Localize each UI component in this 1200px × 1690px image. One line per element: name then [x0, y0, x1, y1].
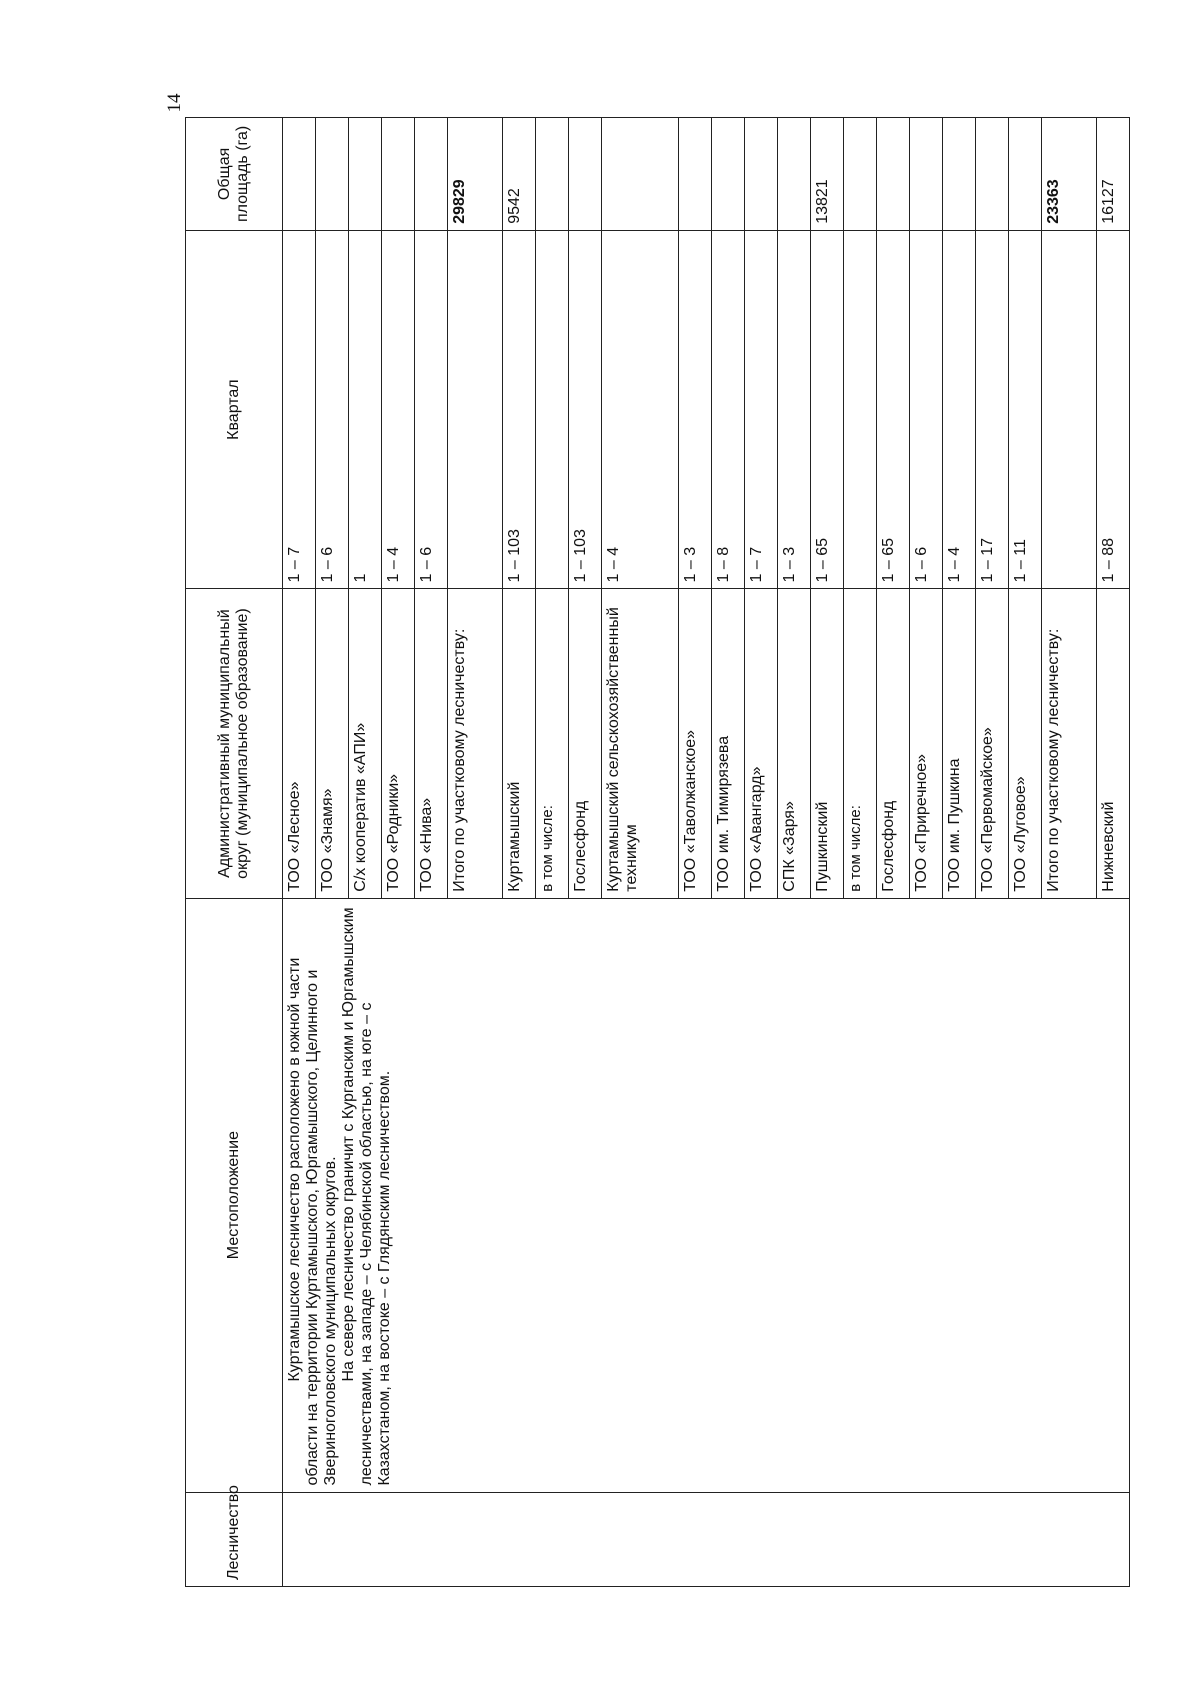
quarter-cell — [448, 230, 503, 589]
quarter-cell: 1 – 3 — [679, 230, 712, 589]
district-cell: ТОО «Таволжанское» — [679, 589, 712, 898]
location-paragraph: Куртамышское лесничество расположено в южной части области на территории Куртамышского, Юргамышского, Целинного и Звериноголовского муниципальных округов. — [286, 957, 339, 1486]
quarter-cell: 1 – 6 — [316, 230, 349, 589]
location-paragraph: На севере лесничество граничит с Курганским и Юргамышским лесничествами, на западе – с Челябинской областью, на юге – с Казахстаном, на востоке – с Глядянским лесничеством. — [340, 907, 393, 1486]
table-header-row — [186, 118, 283, 1587]
area-cell — [943, 118, 976, 231]
area-cell — [877, 118, 910, 231]
area-cell — [602, 118, 679, 231]
area-cell — [976, 118, 1009, 231]
area-cell — [316, 118, 349, 231]
district-cell: С/х кооператив «АПИ» — [349, 589, 382, 898]
page-number: 14 — [164, 93, 185, 113]
quarter-cell: 1 – 17 — [976, 230, 1009, 589]
quarter-cell: 1 – 103 — [503, 230, 536, 589]
quarter-cell: 1 – 4 — [943, 230, 976, 589]
area-cell: 9542 — [503, 118, 536, 231]
quarter-cell: 1 – 3 — [778, 230, 811, 589]
area-cell — [778, 118, 811, 231]
district-cell: ТОО «Знамя» — [316, 589, 349, 898]
forestry-table — [185, 117, 1130, 1587]
district-cell: ТОО «Луговое» — [1009, 589, 1042, 898]
area-cell — [679, 118, 712, 231]
table-body — [283, 118, 1130, 1587]
quarter-cell: 1 – 65 — [877, 230, 910, 589]
district-cell: ТОО «Лесное» — [283, 589, 316, 898]
quarter-cell: 1 – 6 — [415, 230, 448, 589]
quarter-cell: 1 – 7 — [745, 230, 778, 589]
location-cell — [283, 898, 1130, 1492]
area-cell — [844, 118, 877, 231]
quarter-cell: 1 – 7 — [283, 230, 316, 589]
district-cell: Итого по участковому лесничеству: — [448, 589, 503, 898]
area-cell — [415, 118, 448, 231]
district-cell: ТОО им. Тимирязева — [712, 589, 745, 898]
quarter-cell: 1 – 4 — [382, 230, 415, 589]
area-cell — [1009, 118, 1042, 231]
area-cell — [569, 118, 602, 231]
area-cell — [910, 118, 943, 231]
forestry-table-container — [185, 117, 1130, 1587]
district-cell: ТОО «Родники» — [382, 589, 415, 898]
header-quarter: Квартал — [186, 230, 283, 589]
forestry-cell — [283, 1492, 1130, 1586]
quarter-cell: 1 – 8 — [712, 230, 745, 589]
district-cell: ТОО «Авангард» — [745, 589, 778, 898]
quarter-cell: 1 – 6 — [910, 230, 943, 589]
area-cell — [283, 118, 316, 231]
table-row — [283, 118, 316, 1587]
district-cell: Пушкинский — [811, 589, 844, 898]
district-cell: Гослесфонд — [877, 589, 910, 898]
quarter-cell: 1 – 103 — [569, 230, 602, 589]
area-cell — [712, 118, 745, 231]
district-cell: ТОО им. Пушкина — [943, 589, 976, 898]
district-cell: в том числе: — [536, 589, 569, 898]
header-forestry: Лесничество — [186, 1492, 283, 1586]
quarter-cell — [536, 230, 569, 589]
district-cell: Куртамышский сельскохозяйственный техникум — [602, 589, 679, 898]
district-cell: Куртамышский — [503, 589, 536, 898]
quarter-cell: 1 – 65 — [811, 230, 844, 589]
quarter-cell: 1 – 11 — [1009, 230, 1042, 589]
quarter-cell — [1042, 230, 1097, 589]
district-cell: СПК «Заря» — [778, 589, 811, 898]
header-district: Административный муниципальный округ (муниципальное образование) — [186, 589, 283, 898]
area-cell: 16127 — [1097, 118, 1130, 231]
quarter-cell: 1 – 4 — [602, 230, 679, 589]
area-cell: 23363 — [1042, 118, 1097, 231]
district-cell: Нижневский — [1097, 589, 1130, 898]
rotated-page-area — [185, 117, 1130, 1587]
district-cell: ТОО «Первомайское» — [976, 589, 1009, 898]
quarter-cell: 1 — [349, 230, 382, 589]
header-location: Местоположение — [186, 898, 283, 1492]
area-cell — [382, 118, 415, 231]
district-cell: в том числе: — [844, 589, 877, 898]
header-area: Общая площадь (га) — [186, 118, 283, 231]
quarter-cell — [844, 230, 877, 589]
quarter-cell: 1 – 88 — [1097, 230, 1130, 589]
district-cell: Итого по участковому лесничеству: — [1042, 589, 1097, 898]
district-cell: ТОО «Приречное» — [910, 589, 943, 898]
district-cell: ТОО «Нива» — [415, 589, 448, 898]
area-cell: 29829 — [448, 118, 503, 231]
district-cell: Гослесфонд — [569, 589, 602, 898]
area-cell — [536, 118, 569, 231]
area-cell — [745, 118, 778, 231]
area-cell — [349, 118, 382, 231]
area-cell: 13821 — [811, 118, 844, 231]
